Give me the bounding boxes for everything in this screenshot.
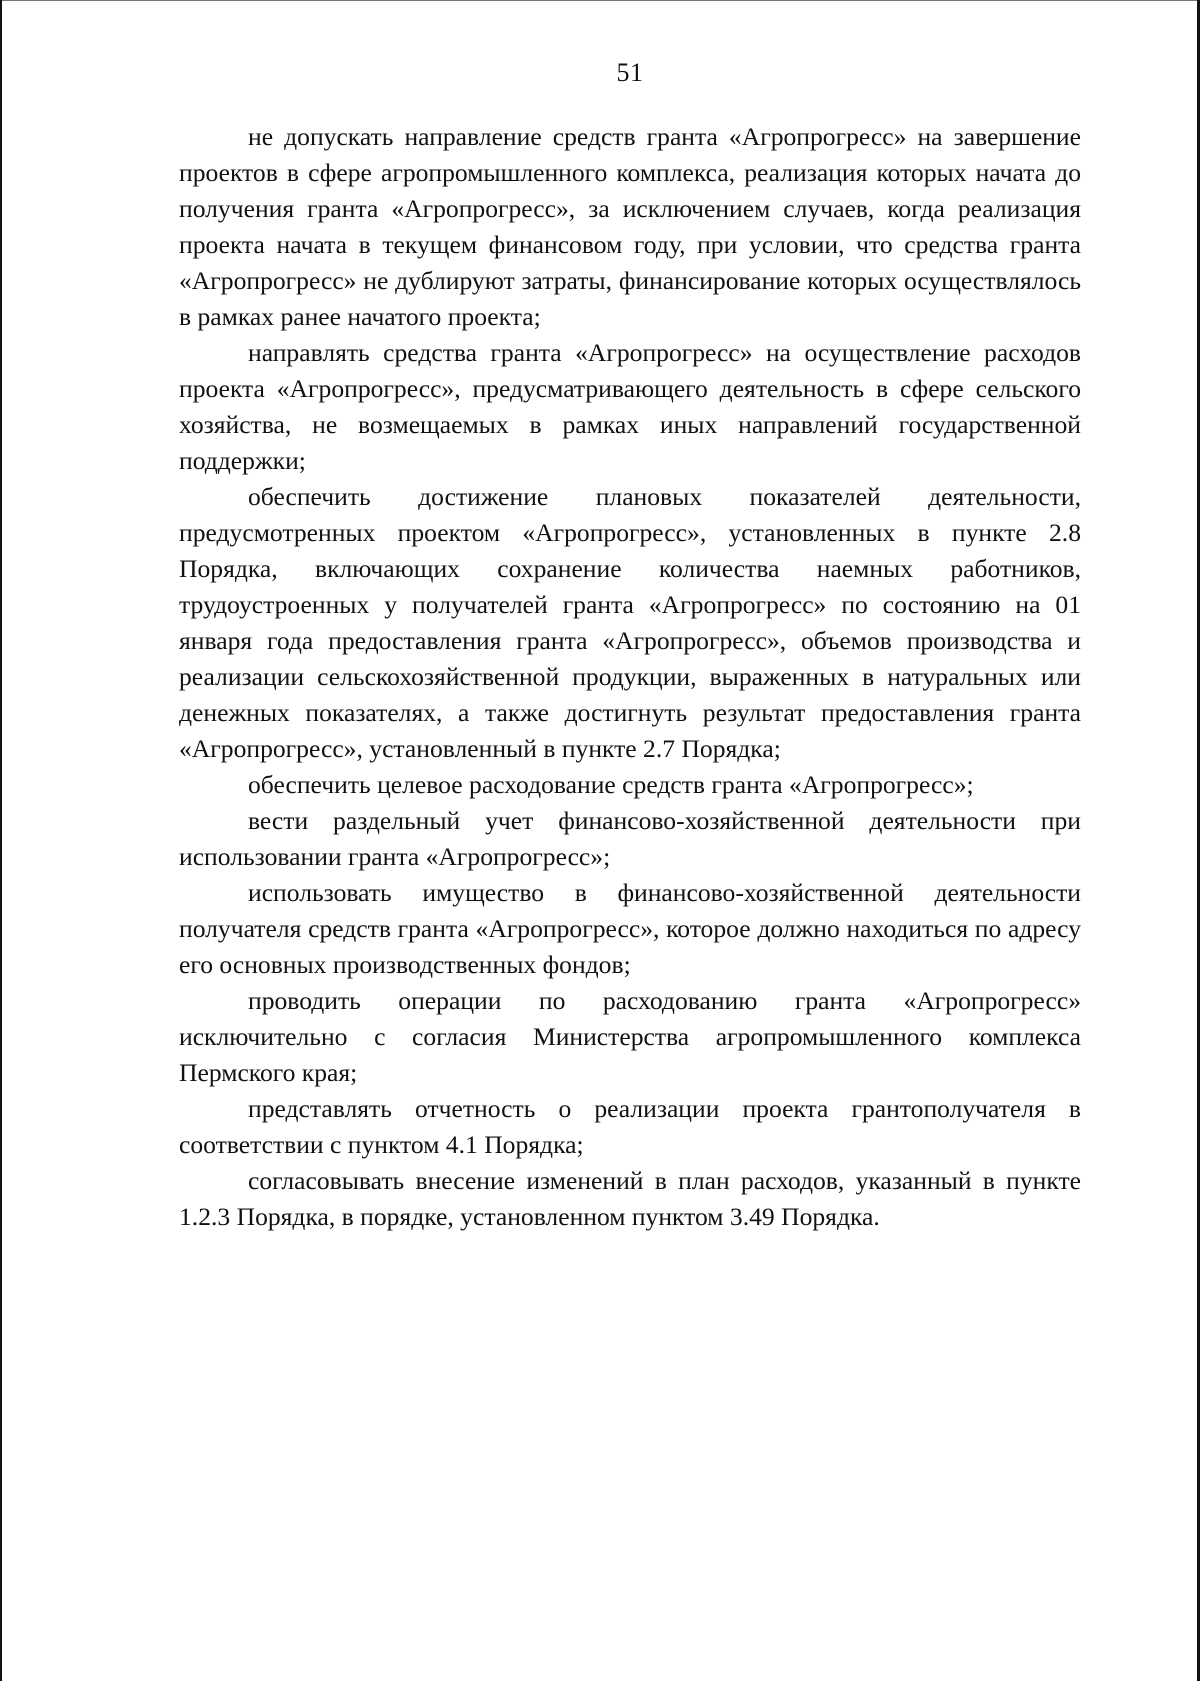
- paragraph-7: проводить операции по расходованию гранта «Агропрогресс» исключительно с согласия Министерства агропромышленного комплекса Пермского края;: [179, 986, 1081, 1087]
- page-number: 51: [616, 58, 644, 87]
- paragraph-2: направлять средства гранта «Агропрогресс» на осуществление расходов проекта «Агропрогресс», предусматривающего деятельность в сфере сельского хозяйства, не возмещаемых в рамках иных направлений государственной поддержки;: [179, 338, 1081, 475]
- paragraph-6: использовать имущество в финансово-хозяйственной деятельности получателя средств гранта «Агропрогресс», которое должно находиться по адресу его основных производственных фондов;: [179, 878, 1081, 979]
- paragraph-3: обеспечить достижение плановых показателей деятельности, предусмотренных проектом «Агропрогресс», установленных в пункте 2.8 Порядка, включающих сохранение количества наемных работников, трудоустроенных у получателей гранта «Агропрогресс» по состоянию на 01 января года предоставления гранта «Агропрогресс», объемов производства и реализации сельскохозяйственной продукции, выраженных в натуральных или денежных показателях, а также достигнуть результат предоставления гранта «Агропрогресс», установленный в пункте 2.7 Порядка;: [179, 482, 1081, 763]
- scan-edge-top: [0, 0, 1200, 1]
- document-body: [179, 119, 1081, 1235]
- paragraph-5: вести раздельный учет финансово-хозяйственной деятельности при использовании гранта «Агропрогресс»;: [179, 806, 1081, 871]
- paragraph-4: обеспечить целевое расходование средств гранта «Агропрогресс»;: [248, 770, 974, 799]
- paragraph-8: представлять отчетность о реализации проекта грантополучателя в соответствии с пунктом 4.1 Порядка;: [179, 1094, 1081, 1159]
- scan-edge-left: [0, 0, 2, 1681]
- paragraph-1: не допускать направление средств гранта «Агропрогресс» на завершение проектов в сфере агропромышленного комплекса, реализация которых начата до получения гранта «Агропрогресс», за исключением случаев, когда реализация проекта начата в текущем финансовом году, при условии, что средства гранта «Агропрогресс» не дублируют затраты, финансирование которых осуществлялось в рамках ранее начатого проекта;: [179, 122, 1081, 331]
- paragraph-9: согласовывать внесение изменений в план расходов, указанный в пункте 1.2.3 Порядка, в порядке, установленном пунктом 3.49 Порядка.: [179, 1166, 1081, 1231]
